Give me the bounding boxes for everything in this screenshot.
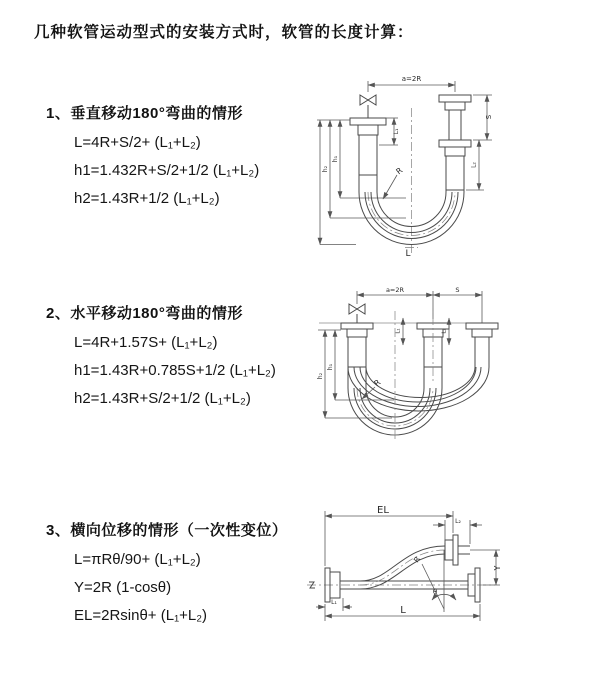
dim-label-h1: h₁ — [332, 155, 339, 163]
section-1-heading: 1、垂直移动180°弯曲的情形 — [46, 105, 243, 122]
formula-h2: h2=1.43R+S/2+1/2 (L₁+L₂) — [74, 390, 251, 407]
dim-l1-l2 — [396, 318, 450, 345]
page-title: 几种软管运动型式的安装方式时，软管的长度计算： — [34, 24, 414, 41]
dim-label-a2r: a=2R — [385, 286, 405, 294]
dim-s-l2 — [466, 95, 493, 190]
dim-label-l1: L₁ — [393, 128, 400, 135]
dim-label-l1: L₁ — [331, 599, 337, 606]
diagram-lateral-displacement — [303, 498, 600, 656]
left-pipe-assembly — [350, 118, 386, 192]
radius-label: R — [394, 165, 405, 177]
formula-el: EL=2Rsinθ+ (L₁+L₂) — [74, 607, 208, 624]
dim-label-l2: L₂ — [470, 162, 478, 168]
dim-label-s: S — [455, 286, 460, 294]
formula-h1: h1=1.432R+S/2+1/2 (L₁+L₂) — [74, 162, 260, 179]
section-2-heading: 2、水平移动180°弯曲的情形 — [46, 305, 243, 322]
dim-a2r-s — [357, 286, 482, 323]
centerline — [405, 108, 418, 256]
dim-label-l1: L₁ — [395, 328, 402, 334]
formula-h2: h2=1.43R+1/2 (L₁+L₂) — [74, 190, 220, 207]
dim-label-a2r: a=2R — [401, 75, 422, 83]
centerline — [390, 299, 433, 441]
right-pipe-assembly — [466, 323, 498, 367]
dim-l — [325, 604, 480, 621]
upper-flange-assembly — [445, 535, 470, 565]
dim-label-s: S — [485, 114, 493, 120]
valve-icon — [349, 304, 365, 323]
formula-l: L=4R+1.57S+ (L₁+L₂) — [74, 334, 218, 351]
section-2 — [46, 302, 316, 417]
right-pipe-assembly — [439, 95, 471, 192]
dim-label-l2: L₂ — [455, 518, 461, 525]
formula-l: L=πRθ/90+ (L₁+L₂) — [74, 551, 201, 568]
formula-h1: h1=1.43R+0.785S+1/2 (L₁+L₂) — [74, 362, 276, 379]
dim-label-y: Y — [493, 565, 502, 571]
section-1 — [46, 102, 316, 217]
angle-label: θ — [432, 588, 438, 596]
dim-label-h2: h₂ — [317, 372, 324, 380]
dim-l1 — [379, 118, 400, 145]
length-label: L — [405, 249, 411, 259]
diagram-horizontal-180-bend — [306, 283, 600, 448]
dim-label-h1: h₁ — [327, 363, 334, 371]
dim-l1 — [316, 598, 352, 611]
dim-label-l: L — [400, 605, 406, 616]
section-3-heading: 3、横向位移的情形（一次性变位） — [46, 522, 288, 539]
radius-label: R — [372, 377, 383, 389]
hose-s-curve — [360, 546, 445, 589]
dim-label-el: EL — [377, 505, 389, 516]
dim-a2r — [368, 75, 455, 92]
valve-icon — [360, 95, 376, 118]
radius-callout — [383, 166, 405, 199]
formula-l: L=4R+S/2+ (L₁+L₂) — [74, 134, 201, 151]
diagram-vertical-180-bend — [306, 70, 596, 265]
dim-el — [325, 505, 453, 566]
hose-deep-u — [348, 388, 442, 435]
dim-label-l2: L₂ — [441, 328, 448, 334]
centerline — [307, 582, 495, 588]
section-3 — [46, 519, 316, 634]
dim-label-h2: h₂ — [322, 165, 329, 173]
radius-label: R — [411, 554, 423, 565]
formula-y: Y=2R (1-cosθ) — [74, 579, 172, 596]
